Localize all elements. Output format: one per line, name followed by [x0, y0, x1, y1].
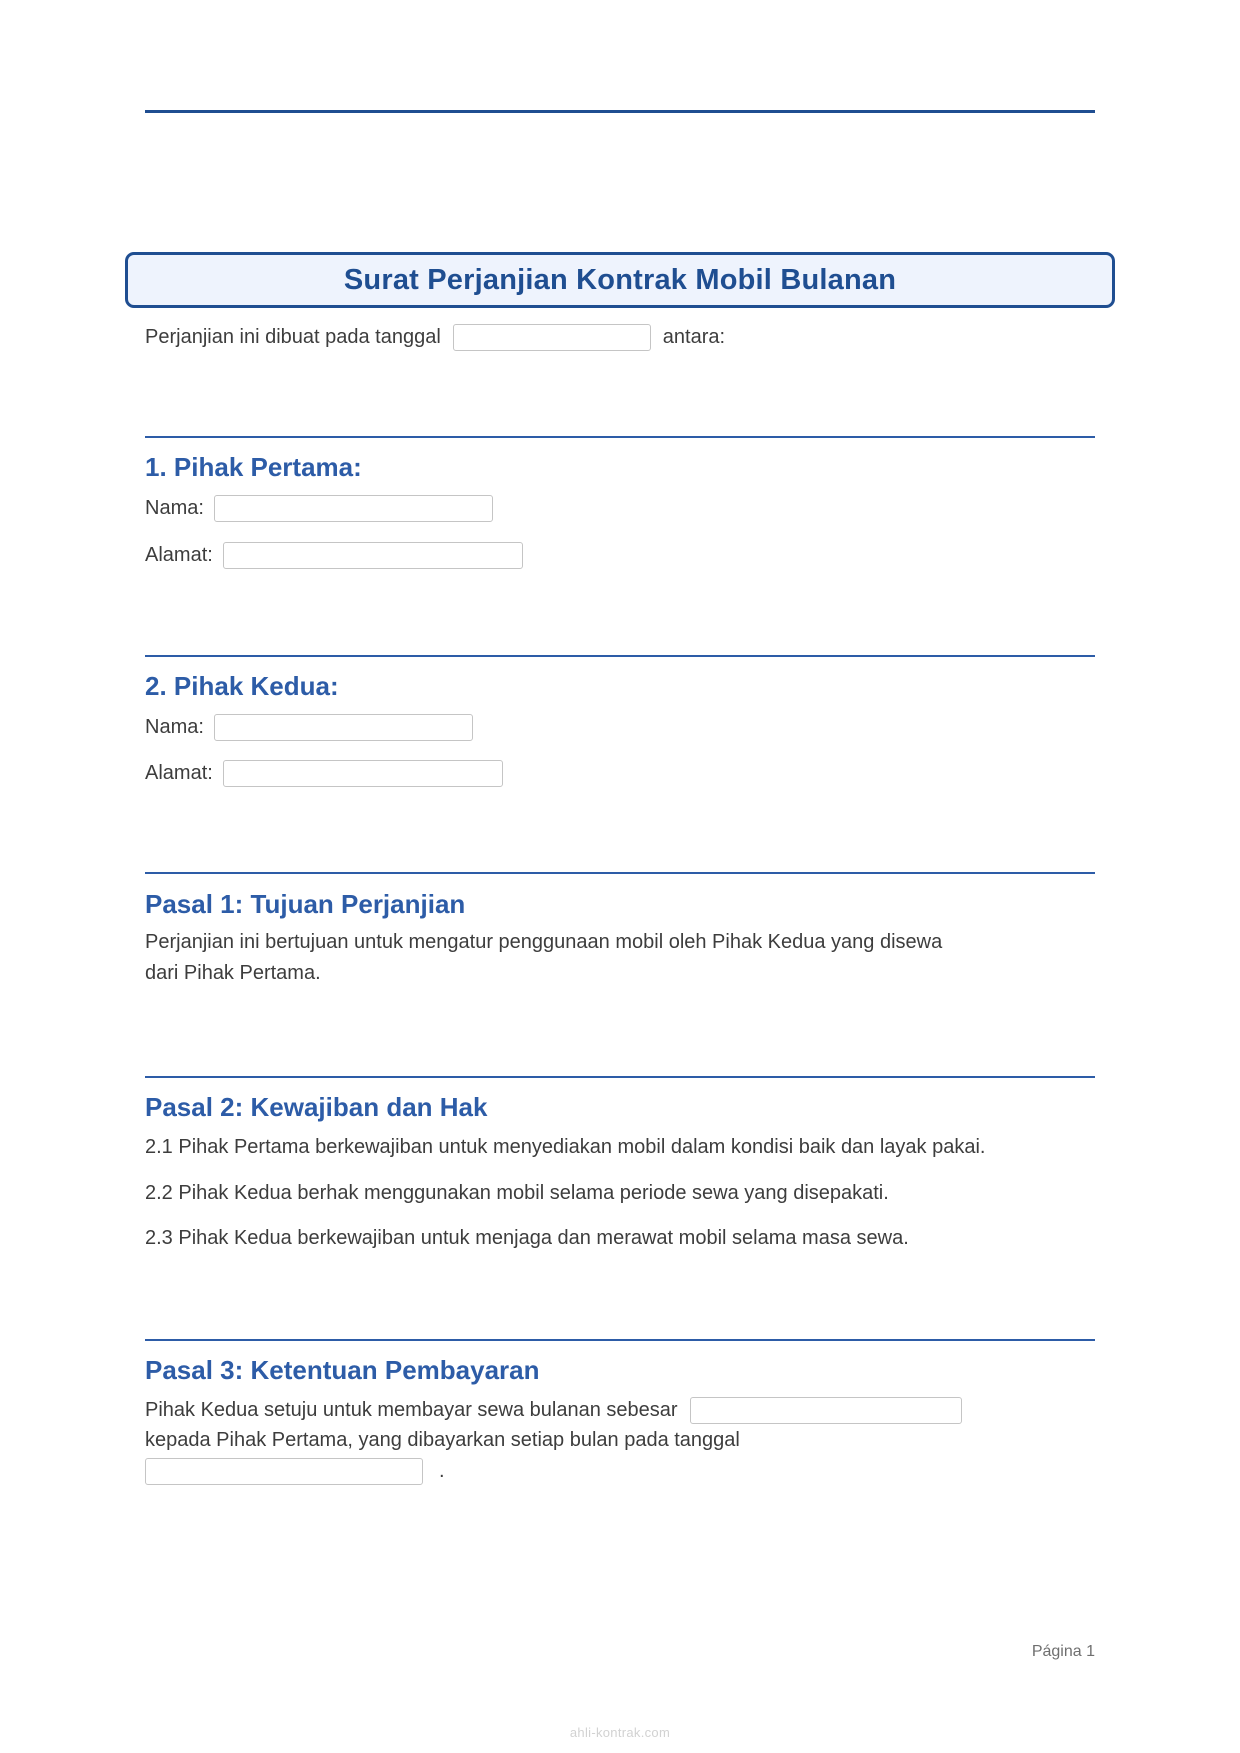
- pasal1-body-line: dari Pihak Pertama.: [145, 962, 321, 984]
- section-divider: [145, 436, 1095, 438]
- party2-nama-label: Nama:: [145, 716, 204, 738]
- party1-alamat-label: Alamat:: [145, 544, 213, 566]
- party1-alamat-row: [145, 542, 523, 569]
- pasal2-item: 2.1 Pihak Pertama berkewajiban untuk menyediakan mobil dalam kondisi baik dan layak pakai.: [145, 1136, 986, 1158]
- payment-date-input[interactable]: [145, 1458, 423, 1485]
- party2-nama-row: [145, 714, 473, 741]
- pasal3-line1-text: Pihak Kedua setuju untuk membayar sewa bulanan sebesar: [145, 1399, 678, 1421]
- pasal1-heading: Pasal 1: Tujuan Perjanjian: [145, 889, 466, 919]
- party1-nama-row: [145, 495, 493, 522]
- pasal2-item: 2.3 Pihak Kedua berkewajiban untuk menjaga dan merawat mobil selama masa sewa.: [145, 1227, 909, 1249]
- party1-nama-input[interactable]: [214, 495, 493, 522]
- page-number: Página 1: [1031, 1643, 1095, 1660]
- date-input[interactable]: [453, 324, 651, 351]
- pasal3-heading: Pasal 3: Ketentuan Pembayaran: [145, 1355, 540, 1385]
- intro-text-after: antara:: [662, 326, 726, 348]
- section-divider: [145, 1339, 1095, 1341]
- party1-heading: 1. Pihak Pertama:: [145, 452, 362, 482]
- monthly-rent-input[interactable]: [690, 1397, 962, 1424]
- pasal3-line2-text: kepada Pihak Pertama, yang dibayarkan setiap bulan pada tanggal: [145, 1429, 740, 1451]
- pasal3-line3-row: [145, 1458, 445, 1485]
- party2-nama-input[interactable]: [214, 714, 473, 741]
- party2-alamat-row: [145, 760, 503, 787]
- section-divider: [145, 1076, 1095, 1078]
- document-title-banner: [125, 252, 1115, 308]
- party2-alamat-label: Alamat:: [145, 762, 213, 784]
- party1-alamat-input[interactable]: [223, 542, 523, 569]
- intro-row: [145, 324, 725, 351]
- intro-text-before: Perjanjian ini dibuat pada tanggal: [145, 326, 441, 348]
- pasal3-line1-row: [145, 1397, 962, 1424]
- pasal3-period: .: [439, 1460, 445, 1482]
- watermark-text: ahli-kontrak.com: [569, 1725, 671, 1740]
- section-divider: [145, 655, 1095, 657]
- party1-nama-label: Nama:: [145, 497, 204, 519]
- pasal2-item: 2.2 Pihak Kedua berhak menggunakan mobil selama periode sewa yang disepakati.: [145, 1182, 889, 1204]
- document-title: Surat Perjanjian Kontrak Mobil Bulanan: [343, 263, 897, 296]
- pasal2-heading: Pasal 2: Kewajiban dan Hak: [145, 1092, 488, 1122]
- top-divider: [145, 110, 1095, 113]
- party2-alamat-input[interactable]: [223, 760, 503, 787]
- party2-heading: 2. Pihak Kedua:: [145, 671, 339, 701]
- pasal1-body-line: Perjanjian ini bertujuan untuk mengatur penggunaan mobil oleh Pihak Kedua yang disewa: [145, 931, 943, 953]
- section-divider: [145, 872, 1095, 874]
